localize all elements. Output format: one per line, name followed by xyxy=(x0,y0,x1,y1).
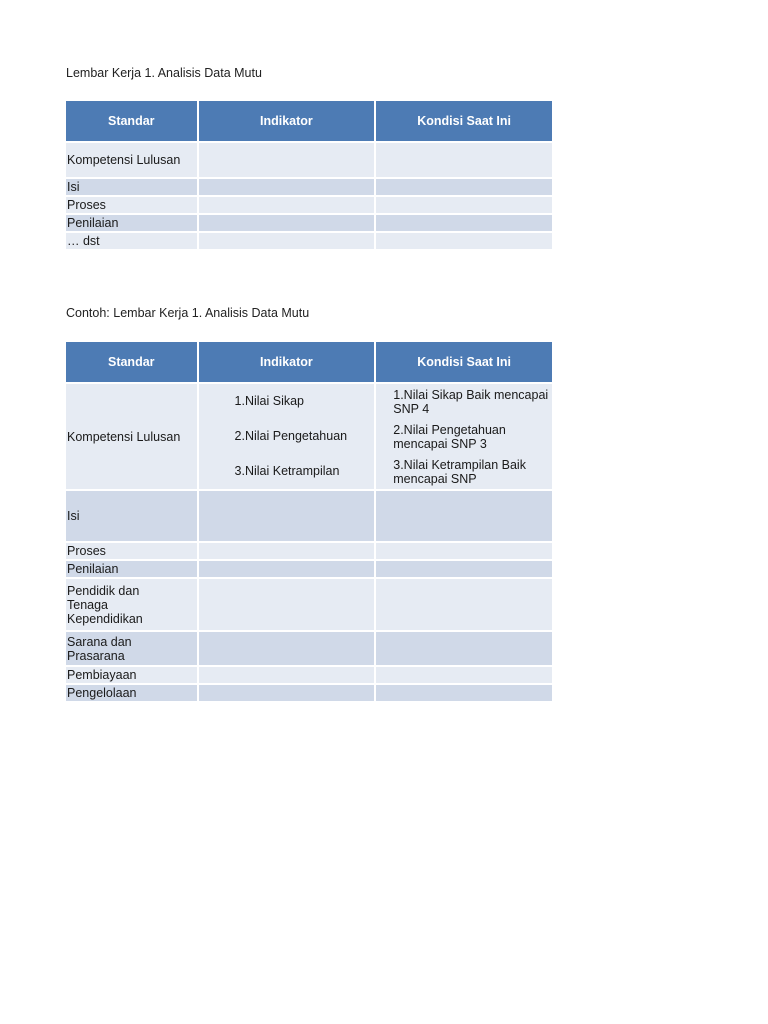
table-row xyxy=(66,667,552,683)
example-caption: Contoh: Lembar Kerja 1. Analisis Data Mutu xyxy=(66,306,310,320)
kondisi-cell xyxy=(376,491,552,541)
kondisi-item: 3.Nilai Ketrampilan Baik mencapai SNP xyxy=(393,457,526,486)
indikator-cell xyxy=(199,667,375,683)
indikator-cell xyxy=(199,143,375,177)
header-kondisi: Kondisi Saat Ini xyxy=(376,101,552,141)
header-indikator: Indikator xyxy=(199,342,375,382)
table-row xyxy=(66,143,552,177)
indikator-item: 3.Nilai Ketrampilan xyxy=(234,464,340,478)
standar-cell: Isi xyxy=(66,179,197,195)
header-standar: Standar xyxy=(66,101,197,141)
indikator-cell xyxy=(199,685,375,701)
kondisi-cell xyxy=(376,685,552,701)
standar-cell: Sarana dan Prasarana xyxy=(66,632,197,665)
kondisi-cell xyxy=(376,579,552,630)
indikator-cell xyxy=(199,384,375,489)
kondisi-cell xyxy=(376,384,552,489)
table-header-row xyxy=(66,342,552,382)
indikator-cell xyxy=(199,543,375,559)
table-header-row xyxy=(66,101,552,141)
table-row xyxy=(66,632,552,665)
kondisi-cell xyxy=(376,179,552,195)
standar-cell: Pendidik dan Tenaga Kependidikan xyxy=(66,579,197,630)
table-row xyxy=(66,384,552,489)
indikator-cell xyxy=(199,233,375,249)
standar-cell: Penilaian xyxy=(66,215,197,231)
indikator-cell xyxy=(199,215,375,231)
kondisi-cell xyxy=(376,197,552,213)
table-row xyxy=(66,215,552,231)
header-kondisi: Kondisi Saat Ini xyxy=(376,342,552,382)
kondisi-cell xyxy=(376,543,552,559)
kondisi-item: 1.Nilai Sikap Baik mencapai SNP 4 xyxy=(393,387,549,416)
indikator-cell xyxy=(199,491,375,541)
indikator-cell xyxy=(199,179,375,195)
worksheet-caption: Lembar Kerja 1. Analisis Data Mutu xyxy=(66,66,262,80)
header-indikator: Indikator xyxy=(199,101,375,141)
header-standar: Standar xyxy=(66,342,197,382)
table-row xyxy=(66,491,552,541)
table-row xyxy=(66,579,552,630)
standar-cell: Pembiayaan xyxy=(66,667,197,683)
indikator-cell xyxy=(199,561,375,577)
standar-cell: … dst xyxy=(66,233,197,249)
kondisi-cell xyxy=(376,632,552,665)
standar-cell: Kompetensi Lulusan xyxy=(66,143,197,177)
table-row xyxy=(66,561,552,577)
table-row xyxy=(66,197,552,213)
standar-cell: Penilaian xyxy=(66,561,197,577)
indikator-cell xyxy=(199,632,375,665)
kondisi-item: 2.Nilai Pengetahuan mencapai SNP 3 xyxy=(393,422,506,451)
indikator-item: 2.Nilai Pengetahuan xyxy=(234,429,348,443)
indikator-item: 1.Nilai Sikap xyxy=(234,394,305,408)
kondisi-cell xyxy=(376,233,552,249)
standar-cell: Kompetensi Lulusan xyxy=(66,384,197,489)
kondisi-cell xyxy=(376,143,552,177)
kondisi-cell xyxy=(376,561,552,577)
table-row xyxy=(66,233,552,249)
standar-cell: Pengelolaan xyxy=(66,685,197,701)
indikator-cell xyxy=(199,197,375,213)
standar-cell: Proses xyxy=(66,197,197,213)
table-row xyxy=(66,543,552,559)
example-analysis-table xyxy=(64,340,554,703)
table-row xyxy=(66,685,552,701)
indikator-cell xyxy=(199,579,375,630)
table-row xyxy=(66,179,552,195)
analysis-table xyxy=(64,99,554,251)
kondisi-cell xyxy=(376,667,552,683)
kondisi-cell xyxy=(376,215,552,231)
standar-cell: Isi xyxy=(66,491,197,541)
standar-cell: Proses xyxy=(66,543,197,559)
